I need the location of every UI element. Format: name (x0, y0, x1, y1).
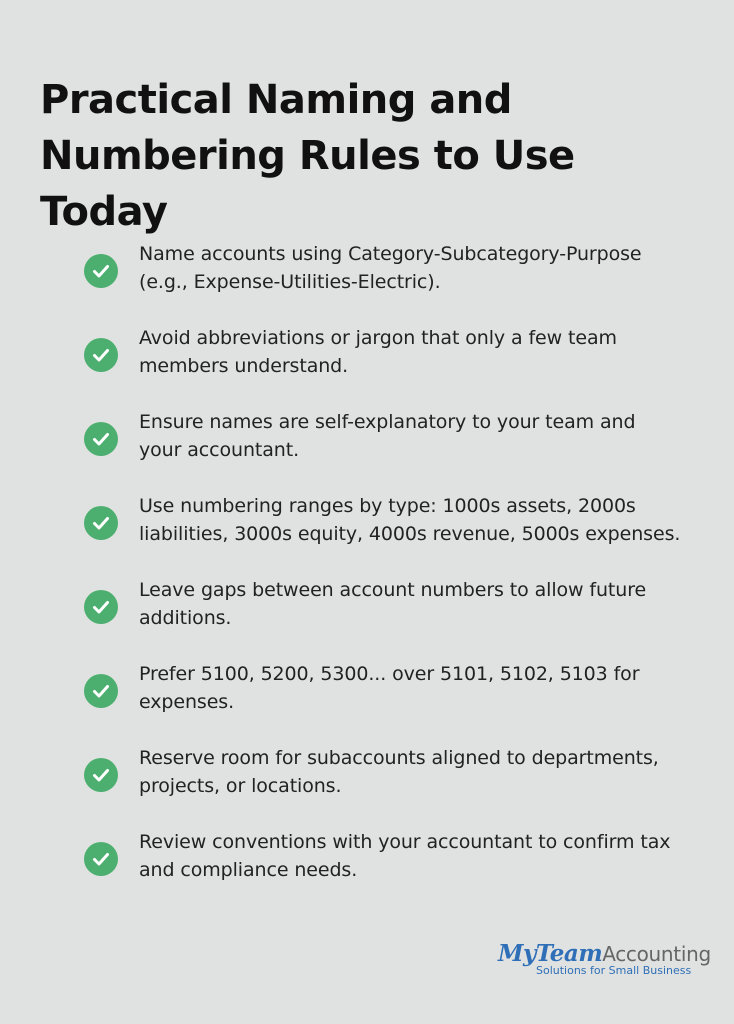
logo-brand: MyTeam (498, 940, 603, 967)
title-line-1: Practical Naming and (40, 77, 512, 123)
rule-text: Ensure names are self-explanatory to your team and your accountant. (139, 411, 636, 461)
title-line-2: Numbering Rules to Use Today (40, 133, 575, 235)
check-circle-icon (84, 506, 118, 540)
list-item (84, 744, 704, 828)
check-circle-icon (84, 842, 118, 876)
list-item (84, 576, 704, 660)
rule-text: Avoid abbreviations or jargon that only a few team members understand. (139, 327, 617, 377)
list-item (84, 660, 704, 744)
list-item (84, 240, 704, 324)
check-circle-icon (84, 590, 118, 624)
check-circle-icon (84, 422, 118, 456)
company-logo (498, 940, 711, 981)
rule-text: Use numbering ranges by type: 1000s assets, 2000s liabilities, 3000s equity, 4000s revenue, 5000s expenses. (139, 495, 681, 545)
check-circle-icon (84, 674, 118, 708)
check-circle-icon (84, 758, 118, 792)
list-item (84, 492, 704, 576)
list-item (84, 324, 704, 408)
check-circle-icon (84, 254, 118, 288)
rule-text: Name accounts using Category-Subcategory-Purpose (e.g., Expense-Utilities-Electric). (139, 243, 642, 293)
logo-name: Accounting (602, 942, 711, 966)
rule-text: Leave gaps between account numbers to allow future additions. (139, 579, 647, 629)
rule-text: Prefer 5100, 5200, 5300... over 5101, 5102, 5103 for expenses. (139, 663, 640, 713)
logo-tagline: Solutions for Small Business (536, 964, 692, 977)
page-title (40, 72, 700, 240)
rule-text: Reserve room for subaccounts aligned to departments, projects, or locations. (139, 747, 659, 797)
list-item (84, 408, 704, 492)
list-item (84, 828, 704, 912)
check-circle-icon (84, 338, 118, 372)
rule-text: Review conventions with your accountant to confirm tax and compliance needs. (139, 831, 671, 881)
rules-list (84, 240, 704, 912)
